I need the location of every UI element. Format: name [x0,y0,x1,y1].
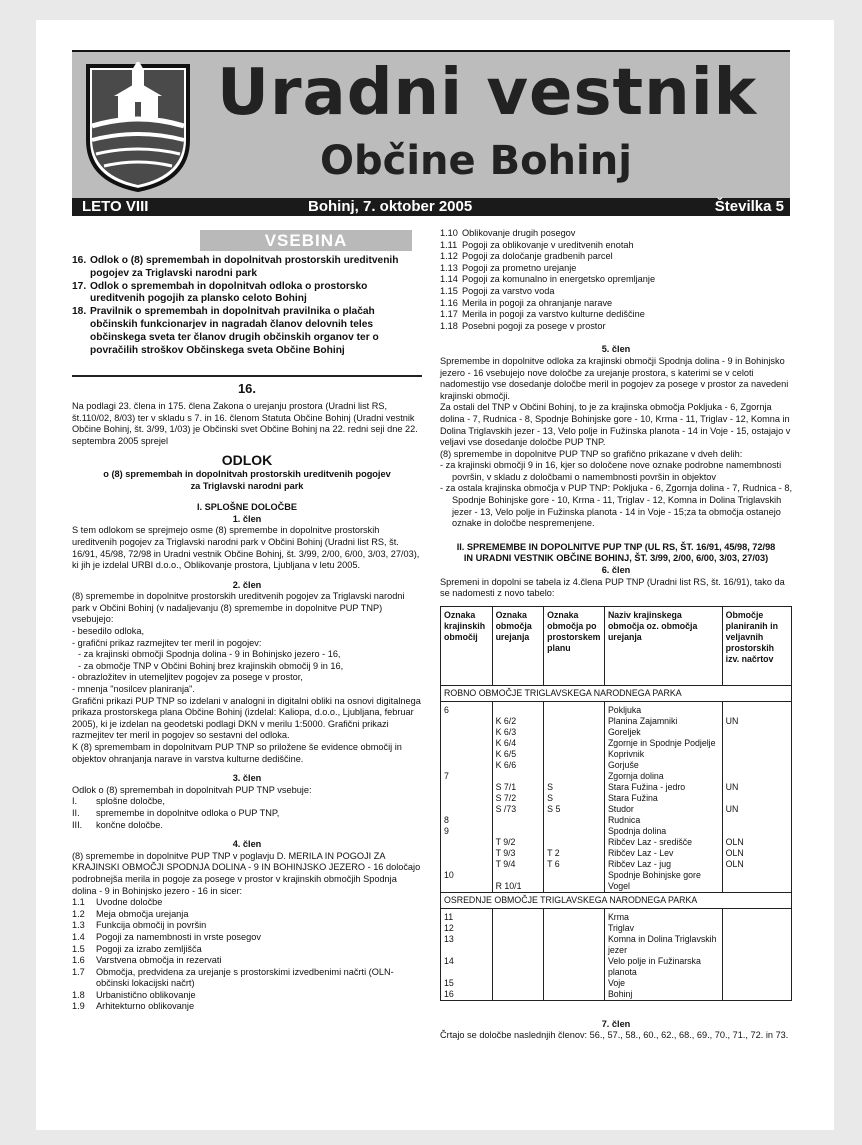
table-cell: Zgornje in Spodnje Podjelje [604,738,722,749]
decree-heading: ODLOK [221,452,273,469]
table-cell: Planina Zajamniki [604,716,722,727]
table-cell: 11 [441,908,493,923]
table-cell: Vogel [604,881,722,893]
table-row [441,771,792,782]
table-cell [441,727,493,738]
table-cell [722,727,791,738]
paragraph-line: - za območje TNP v Občini Bohinj brez krajinskih območij 9 in 16, [78,660,344,671]
decree-subtitle: o (8) spremembah in dopolnitvah prostorskih ureditvenih pogojev za Triglavski narodni park [103,468,391,491]
list-item-number: 1.7 [72,966,85,977]
list-item-text: Varstvena območja in rezervati [96,955,222,966]
table-cell: Gorjuše [604,760,722,771]
table-cell: Spodnje Bohinjske gore [604,870,722,881]
contents-num: 17. [72,280,87,292]
list-item-number: 1.10 [440,228,458,238]
contents-item[interactable] [72,255,422,281]
right-column [440,228,792,1042]
list-item-number: 1.4 [72,931,85,942]
table-row [441,978,792,989]
table-cell [492,826,544,837]
paragraph-line: - obrazložitev in utemeljitev pogojev za posege v prostor, [72,672,303,683]
paragraph-line: (8) spremembe in dopolnitve PUP TNP so grafično prikazane v dveh delih: [440,448,743,459]
list-item-text: Pogoji za oblikovanje v ureditvenih enotah [462,239,634,250]
paragraph-line: Spremembe in dopolnitve odloka za krajinski območji Spodnja dolina - 9 in Bohinjsko jezero - 16 vsebujejo nove določbe za urejanje prostora, s katerimi se v celoti nadomestijo vse dosedanje določbe meril in pogojev za posege v prostor za navedeni krajinski območji. [440,355,789,401]
list-item-text: Merila in pogoji za ohranjanje narave [462,297,613,308]
table-row [441,989,792,1001]
table-cell: Velo polje in Fužinarska planota [604,956,722,978]
list-item [72,990,422,1002]
list-item-number: I. [72,796,78,807]
table-cell [492,701,544,716]
table-cell: S /73 [492,804,544,815]
clen-heading: 6. člen [601,565,631,576]
table-header-cell: Oznaka krajinskih območij [441,606,493,685]
table-cell: 10 [441,870,493,881]
table-row [441,870,792,881]
list-item [440,298,792,310]
table-cell [441,716,493,727]
list-item-number: 1.16 [440,297,458,308]
list-item [72,820,422,832]
table-cell: T 9/3 [492,848,544,859]
newspaper-subtitle: Občine Bohinj [320,138,632,184]
table-cell: 16 [441,989,493,1001]
table-cell [492,956,544,978]
table-cell [722,870,791,881]
list-item [72,1001,422,1013]
contents-num: 16. [72,255,87,266]
list-item-text: Arhitekturno oblikovanje [96,1001,195,1012]
table-row [441,738,792,749]
table-cell: Komna in Dolina Triglavskih jezer [604,934,722,956]
clen-3-list [72,796,422,831]
table-cell [441,760,493,771]
table-cell [722,815,791,826]
table-cell: T 2 [544,848,605,859]
list-item-number: 1.13 [440,262,458,273]
contents-item[interactable] [72,281,422,307]
table-cell [544,870,605,881]
table-cell [544,908,605,923]
table-row [441,804,792,815]
table-cell: Ribčev Laz - jug [604,859,722,870]
table-row [441,956,792,978]
table-cell [441,749,493,760]
table-cell: S 7/2 [492,793,544,804]
table-cell: 6 [441,701,493,716]
table-cell: Ribčev Laz - središče [604,837,722,848]
table-header-cell: Območje planiranih in veljavnih prostorskih izv. načrtov [722,606,791,685]
table-cell: 9 [441,826,493,837]
table-cell [722,978,791,989]
list-item [72,909,422,921]
table-row [441,848,792,859]
table-cell: Goreljek [604,727,722,738]
table-cell: 7 [441,771,493,782]
table-cell: UN [722,716,791,727]
table-cell: R 10/1 [492,881,544,893]
table-cell [722,749,791,760]
list-item [72,796,422,808]
issue-year: LETO VIII [82,198,149,215]
table-cell [722,908,791,923]
table-row [441,793,792,804]
table-cell [492,870,544,881]
table-cell: Koprivnik [604,749,722,760]
clen-2-body [72,591,422,765]
list-item [440,309,792,321]
table-cell [492,978,544,989]
list-item-number: 1.15 [440,285,458,296]
table-cell: Studor [604,804,722,815]
table-cell [544,738,605,749]
table-cell [722,956,791,978]
list-item-text: Uvodne določbe [96,897,163,908]
list-item [72,920,422,932]
list-item-number: 1.3 [72,920,85,931]
table-cell [722,771,791,782]
table-cell: T 9/2 [492,837,544,848]
clen-heading: 4. člen [232,839,262,850]
list-item-text: spremembe in dopolnitve odloka o PUP TNP, [96,807,280,818]
table-cell [544,934,605,956]
masthead [72,50,790,200]
list-item-number: 1.18 [440,320,458,331]
table-band-row: OSREDNJE OBMOČJE TRIGLAVSKEGA NARODNEGA PARKA [441,892,792,908]
paragraph-line: (8) spremembe in dopolnitve prostorskih ureditvenih pogojev za Triglavski narodni park v Občini Bohinj (v nadaljevanju (8) spremembe in dopolnitve PUP TNP) vsebujejo: [72,591,405,625]
table-cell: Zgornja dolina [604,771,722,782]
list-item [72,897,422,909]
left-column [72,230,422,1013]
table-cell: Krma [604,908,722,923]
table-cell: Stara Fužina [604,793,722,804]
table-cell: S [544,782,605,793]
table-cell [441,738,493,749]
issue-bar [72,198,790,216]
list-item [440,321,792,333]
list-item-number: 1.17 [440,309,458,320]
list-item-text: Posebni pogoji za posege v prostor [462,320,606,331]
clen-text: Spremeni in dopolni se tabela iz 4.člena PUP TNP (Uradni list RS, št. 16/91), tako da se nadomesti z novo tabelo: [440,576,785,599]
list-item-text: Meja območja urejanja [96,908,189,919]
table-cell [722,793,791,804]
clen-text: S tem odlokom se sprejmejo osme (8) spremembe in dopolnitve prostorskih ureditvenih pogojev za Triglavski narodni park v Občini Bohinj (Uradni list RS, št. 16/91, 45/98, 72/98 in Uradni vestnik Občine Bohinj, št. 3/99, 2/00, 6/00, 3/03, 27/03), ki jih je izdelal URBI d.o.o., Oblikovanje prostora, Ljubljana v letu 2005. [72,525,420,571]
list-item-text: Urbanistično oblikovanje [96,989,196,1000]
table-cell: S 7/1 [492,782,544,793]
table-cell: 15 [441,978,493,989]
table-cell [492,771,544,782]
issue-date: Bohinj, 7. oktober 2005 [308,198,473,215]
paragraph-line: Grafični prikazi PUP TNP so izdelani v analogni in digitalni obliki na osnovi digitalnega prikaza prostorskega plana Občine Bohinj (izdelal: Kaliopa, d.o.o., Ljubljana, februar 2005), ki je izdelan na geodetski podlagi DKN v merilu 1:5000. Grafični prikazi razmejitev ter meril in pogojev so sestavni del odloka. [72,695,421,741]
list-item [72,932,422,944]
table-cell [544,923,605,934]
clen-text: (8) spremembe in dopolnitve PUP TNP v poglavju D. MERILA IN POGOJI ZA KRAJINSKI OBMOČJI SPODNJA DOLINA - 9 IN BOHINJSKO JEZERO - 16 določajo podrobnejša merila in pogoje za posege v prostor v krajinskih območjih Spodnja dolina - 9 in Bohinjsko jezero - 16 in sicer: [72,850,421,896]
contents-list [72,255,422,357]
table-cell: Voje [604,978,722,989]
table-row [441,934,792,956]
list-item-number: 1.9 [72,1001,85,1012]
list-item-text: končne določbe. [96,819,163,830]
table-cell: T 6 [544,859,605,870]
list-item [72,955,422,967]
paragraph-line: - besedilo odloka, [72,626,145,637]
section-heading: II. SPREMEMBE IN DOPOLNITVE PUP TNP (UL RS, ŠT. 16/91, 45/98, 72/98 IN URADNI VESTNIK OBČINE BOHINJ, ŠT. 3/99, 2/00, 6/00, 3/03, 27/03) [456,541,776,564]
table-cell [441,859,493,870]
clen-5-body [440,356,792,530]
list-item-text: Pogoji za komunalno in energetsko opremljanje [462,274,656,285]
table-cell [492,908,544,923]
list-item-number: 1.12 [440,251,458,262]
table-cell: UN [722,782,791,793]
table-cell [544,978,605,989]
table-cell: UN [722,804,791,815]
table-cell: 13 [441,934,493,956]
table-row [441,749,792,760]
list-item [72,944,422,956]
article-intro: Na podlagi 23. člena in 175. člena Zakona o urejanju prostora (Uradni list RS, št.110/02, 8/03) ter v skladu s 7. in 16. členom Statuta Občine Bohinj (Uradni vestnik Občine Bohinj, št. 3/99, 1/03) je Občinski svet Občine Bohinj na 22. redni seji dne 22. septembra 2005 sprejel [72,400,418,446]
divider [72,375,422,377]
clen-heading: 3. člen [232,773,262,784]
table-row [441,716,792,727]
list-item [440,228,792,240]
list-item-text: Pogoji za prometno urejanje [462,262,577,273]
contents-item[interactable] [72,306,422,357]
table-cell [722,760,791,771]
table-cell [544,727,605,738]
table-cell: K 6/5 [492,749,544,760]
list-item [440,286,792,298]
table-cell [441,804,493,815]
table-cell: Spodnja dolina [604,826,722,837]
paragraph-line: - za krajinski območji Spodnja dolina - 9 in Bohinjsko jezero - 16, [78,649,341,660]
table-cell: 14 [441,956,493,978]
table-cell [544,815,605,826]
table-cell [722,738,791,749]
table-cell: OLN [722,848,791,859]
contents-num: 18. [72,306,87,318]
table-cell [544,749,605,760]
table-header-cell: Oznaka območja po prostorskem planu [544,606,605,685]
clen-heading: 2. člen [232,579,262,590]
table-cell: Rudnica [604,815,722,826]
list-item [72,967,422,990]
list-item-text: Pogoji za določanje gradbenih parcel [462,251,613,262]
table-cell [544,716,605,727]
table-cell [544,837,605,848]
table-band-row: ROBNO OBMOČJE TRIGLAVSKEGA NARODNEGA PARKA [441,685,792,701]
clen-text: Odlok o (8) spremembah in dopolnitvah PUP TNP vsebuje: [72,784,312,795]
article-number: 16. [237,381,257,397]
contents-text: Pravilnik o spremembah in dopolnitvah pravilnika o plačah občinskih funkcionarjev in nagradah članov delovnih teles občinskega sveta ter članov drugih občinskih organov ter o povračilih stroškov Občinskega sveta Občine Bohinj [90,306,379,356]
paragraph-line: - za ostala krajinska območja v PUP TNP: Pokljuka - 6, Zgornja dolina - 7, Rudnica - 8, Spodnje Bohinjske gore - 10, Krma - 11, Triglav - 12, Komna in Dolina Triglavskih jezer - 13, Velo polje in Fužinska planota - 14 in Voje - 15;za ta območja ostanejo oznake in določbe nespremenjene. [440,483,793,529]
table-cell: Pokljuka [604,701,722,716]
list-item-text: Pogoji za varstvo voda [462,285,555,296]
clen-heading: 7. člen [601,1018,631,1029]
table-cell: OLN [722,837,791,848]
table-cell [492,923,544,934]
table-cell [441,881,493,893]
issue-number: Številka 5 [714,198,784,215]
table-cell: S [544,793,605,804]
list-item-number: 1.14 [440,274,458,285]
table-cell: K 6/3 [492,727,544,738]
list-item [72,808,422,820]
list-item-number: III. [72,819,83,830]
list-item-text: Pogoji za namembnosti in vrste posegov [96,931,261,942]
list-item-text: Funkcija območij in površin [96,920,207,931]
table-cell [544,771,605,782]
list-item-text: Merila in pogoji za varstvo kulturne dediščine [462,309,645,320]
table-cell: 8 [441,815,493,826]
paragraph-line: K (8) spremembam in dopolnitvam PUP TNP so priložene še evidence območij in objektov ohranjanja narave in varstva kulturne dediščine. [72,742,402,764]
table-cell [544,701,605,716]
table-cell [492,989,544,1001]
table-cell [544,826,605,837]
table-cell [544,881,605,893]
table-row [441,859,792,870]
table-row [441,892,792,908]
list-item-number: 1.11 [440,239,458,250]
table-row [441,923,792,934]
table-row [441,727,792,738]
section-heading: I. SPLOŠNE DOLOČBE [196,502,298,513]
table-cell [441,782,493,793]
table-cell [722,989,791,1001]
table-cell: Ribčev Laz - Lev [604,848,722,859]
clen-heading: 5. člen [601,344,631,355]
clen-heading: 1. člen [232,513,262,524]
table-row [441,908,792,923]
clen-text: Črtajo se določbe naslednjih členov: 56., 57., 58., 60., 62., 68., 69., 70., 71., 72. in 73. [440,1030,789,1041]
table-cell [722,934,791,956]
table-cell [441,793,493,804]
list-item-text: Oblikovanje drugih posegov [462,228,576,238]
table-cell: OLN [722,859,791,870]
table-cell: Triglav [604,923,722,934]
list-item-text: splošne določbe, [96,796,165,807]
table-cell: S 5 [544,804,605,815]
newspaper-title: Uradni vestnik [217,56,758,130]
table-cell [441,848,493,859]
list-item [440,251,792,263]
bohinj-crest-icon [84,62,192,192]
table-row [441,760,792,771]
table-header-cell: Naziv krajinskega območja oz. območja urejanja [604,606,722,685]
table-row [441,782,792,793]
table-cell: K 6/2 [492,716,544,727]
contents-text: Odlok o (8) spremembah in dopolnitvah prostorskih ureditvenih pogojev za Triglavski narodni park [90,255,399,279]
table-cell: K 6/6 [492,760,544,771]
list-item [440,240,792,252]
areas-table [440,606,792,1001]
paragraph-line: - grafični prikaz razmejitev ter meril in pogojev: [72,637,262,648]
list-item [440,263,792,275]
table-header-cell: Oznaka območja urejanja [492,606,544,685]
table-cell [492,815,544,826]
contents-heading: VSEBINA [200,230,412,251]
table-cell [722,923,791,934]
list-item [440,274,792,286]
table-cell: Bohinj [604,989,722,1001]
table-cell [441,837,493,848]
list-item-number: 1.6 [72,955,85,966]
list-item-text: Pogoji za izrabo zemljišča [96,943,202,954]
list-item-number: 1.5 [72,943,85,954]
table-cell [722,826,791,837]
paragraph-line: Za ostali del TNP v Občini Bohinj, to je za krajinska območja Pokljuka - 6, Zgornja dolina - 7, Rudnica - 8, Spodnje Bohinjske gore - 10, Krma - 11, Triglav - 12, Komna in Dolina Triglavskih jezer - 13, Velo polje in Fužinska planota - 14 in Voje - 15, ostajajo v veljavi vse dosedanje določbe PUP TNP. [440,402,791,448]
table-row [441,826,792,837]
table-row [441,685,792,701]
table-row [441,701,792,716]
table-cell [492,934,544,956]
table-cell [722,881,791,893]
list-item-number: 1.8 [72,989,85,1000]
table-cell: Stara Fužina - jedro [604,782,722,793]
clen-4-list [72,897,422,1013]
list-item-number: 1.2 [72,908,85,919]
list-item-number: 1.1 [72,897,85,908]
subsection-list [440,228,792,332]
table-cell: 12 [441,923,493,934]
contents-text: Odlok o spremembah in dopolnitvah odloka o prostorsko ureditvenih pogojih za plansko celoto Bohinj [90,280,368,305]
table-cell [544,760,605,771]
table-row [441,837,792,848]
table-cell: T 9/4 [492,859,544,870]
list-item-text: Območja, predvidena za urejanje s prostorskimi izvedbenimi načrti (OLN-občinski lokacijski načrt) [96,966,394,989]
table-cell: K 6/4 [492,738,544,749]
list-item-number: II. [72,807,80,818]
table-row [441,881,792,893]
table-cell [722,701,791,716]
paragraph-line: - mnenja "nosilcev planiranja". [72,684,195,695]
table-cell [544,956,605,978]
table-row [441,606,792,685]
table-row [441,815,792,826]
paragraph-line: - za krajinski območji 9 in 16, kjer so določene nove oznake podrobne namembnosti površin, v skladu z določbami o namembnosti površin in objektov [440,460,782,482]
table-cell [544,989,605,1001]
